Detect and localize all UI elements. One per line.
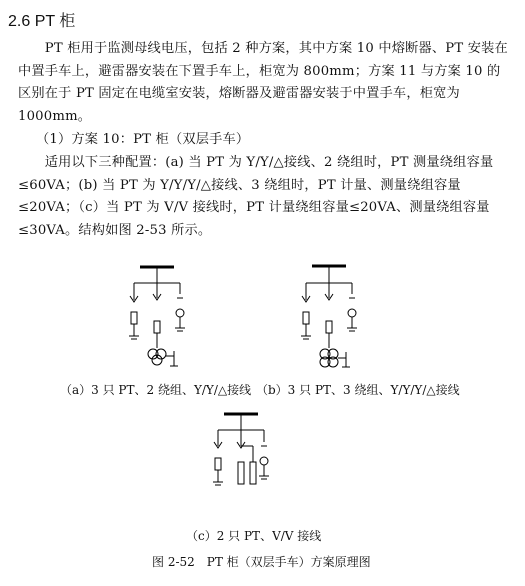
caption-diagram-c: （c）2 只 PT、V/V 接线 <box>186 529 322 543</box>
section-title: 2.6 PT 柜 <box>8 13 76 30</box>
caption-diagram-a: （a）3 只 PT、2 绕组、Y/Y/△接线 <box>60 383 252 397</box>
caption-diagram-b: （b）3 只 PT、3 绕组、Y/Y/Y/△接线 <box>256 383 460 397</box>
paragraph-scheme-heading: （1）方案 10：PT 柜（双层手车） <box>36 132 250 147</box>
figure-caption: 图 2-52 PT 柜（双层手车）方案原理图 <box>152 555 371 569</box>
paragraph-intro: PT 柜用于监测母线电压，包括 2 种方案，其中方案 10 中熔断器、PT 安装在中置手车上，避雷器安装在下置手车上，柜宽为 800mm；方案 11 与方案 10 的区别在于 PT 固定在电缆室安装，熔断器及避雷器安装于中置手车，柜宽为 1000mm。 <box>18 41 508 124</box>
paragraph-configurations: 适用以下三种配置：(a) 当 PT 为 Y/Y/△接线、2 绕组时，PT 测量绕组容量≤60VA；(b) 当 PT 为 Y/Y/Y/△接线、3 绕组时，PT 计量、测量绕组容量≤20VA；（c）当 PT 为 V/V 接线时，PT 计量绕组容量≤20VA、测量绕组容量≤30VA。结构如图 2-53 所示。 <box>18 155 494 238</box>
